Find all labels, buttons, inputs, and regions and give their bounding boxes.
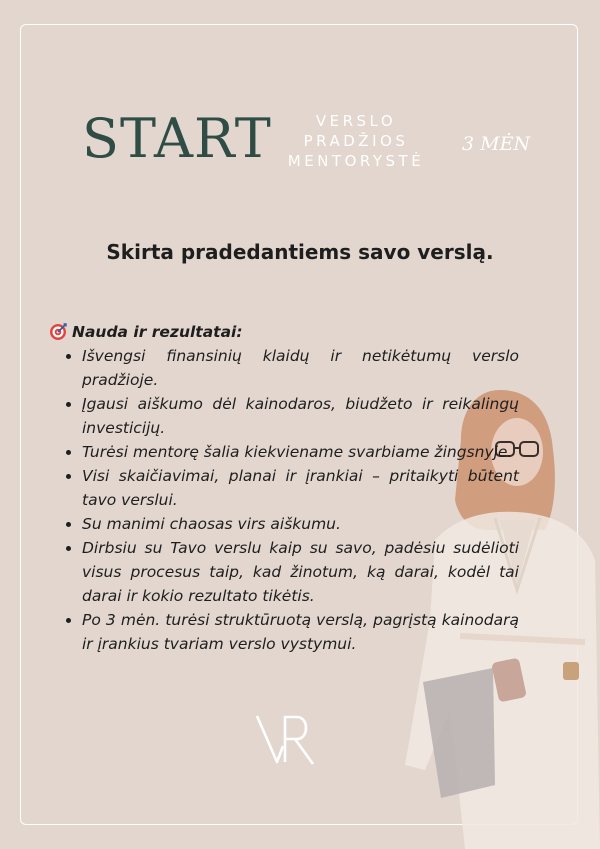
subtitle-line: VERSLO — [315, 112, 397, 130]
vr-monogram-logo — [255, 714, 317, 766]
tagline: Skirta pradedantiems savo verslą. — [106, 240, 494, 264]
benefits-heading: Nauda ir rezultatai: — [72, 323, 243, 341]
benefits-section — [49, 320, 519, 656]
target-icon — [49, 323, 67, 341]
list-item: Išvengsi finansinių klaidų ir netikėtumų verslo pradžioje. — [49, 344, 519, 392]
subtitle-line: PRADŽIOS — [303, 132, 409, 150]
list-item: Dirbsiu su Tavo verslu kaip su savo, padėsiu sudėlioti visus procesus taip, kad žinotum, ką darai, kodėl tai darai ir kokio rezultato tikėtis. — [49, 536, 519, 608]
benefits-heading-row — [49, 320, 519, 344]
program-subtitle — [278, 111, 434, 171]
benefits-list — [49, 344, 519, 656]
list-item: Visi skaičiavimai, planai ir įrankiai – pritaikyti būtent tavo verslui. — [49, 464, 519, 512]
list-item: Su manimi chaosas virs aiškumu. — [49, 512, 519, 536]
program-duration: 3 MĖN — [462, 133, 531, 155]
list-item: Po 3 mėn. turėsi struktūruotą verslą, pagrįstą kainodarą ir įrankius tvariam verslo vystymui. — [49, 608, 519, 656]
subtitle-line: MENTORYSTĖ — [287, 152, 425, 170]
list-item: Įgausi aiškumo dėl kainodaros, biudžeto ir reikalingų investicijų. — [49, 392, 519, 440]
program-title: START — [82, 107, 272, 170]
list-item: Turėsi mentorę šalia kiekviename svarbiame žingsnyje. — [49, 440, 519, 464]
